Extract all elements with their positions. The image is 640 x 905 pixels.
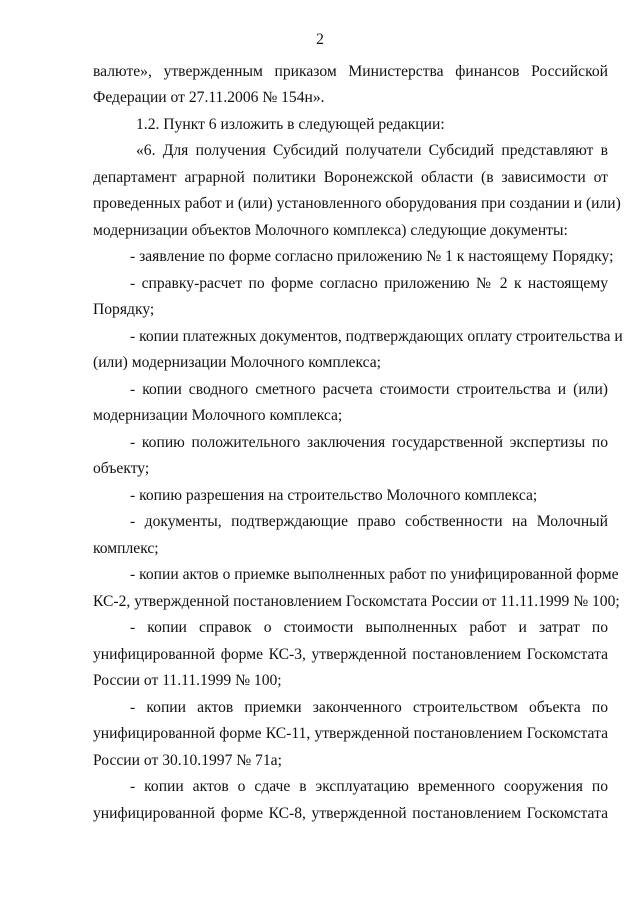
text-line: «6. Для получения Субсидий получатели Субсидий представляют в <box>136 142 608 159</box>
text-line: - копии актов о приемке выполненных работ по унифицированной форме <box>130 566 619 583</box>
text-line: объекту; <box>93 460 150 477</box>
text-line: России от 11.11.1999 № 100; <box>93 672 282 689</box>
text-line: проведенных работ и (или) установленного оборудования при создании и (или) <box>93 195 621 212</box>
text-line: - документы, подтверждающие право собственности на Молочный <box>130 513 608 530</box>
text-line: - копию положительного заключения государственной экспертизы по <box>130 434 608 451</box>
text-line: России от 30.10.1997 № 71а; <box>93 752 282 769</box>
text-line: Порядку; <box>93 301 155 318</box>
text-line: - копии сводного сметного расчета стоимости строительства и (или) <box>130 381 608 398</box>
text-line: КС-2, утвержденной постановлением Госкомстата России от 11.11.1999 № 100; <box>93 593 620 610</box>
text-line: - копии платежных документов, подтверждающих оплату строительства и <box>130 328 623 345</box>
text-line: модернизации Молочного комплекса; <box>93 407 343 424</box>
text-line: - копии справок о стоимости выполненных работ и затрат по <box>130 619 608 636</box>
text-line: - копии актов приемки законченного строительством объекта по <box>130 699 608 716</box>
text-line: (или) модернизации Молочного комплекса; <box>93 354 382 371</box>
text-line: - копию разрешения на строительство Молочного комплекса; <box>130 487 538 504</box>
text-line: - справку-расчет по форме согласно приложению № 2 к настоящему <box>130 275 608 292</box>
text-line: валюте», утвержденным приказом Министерства финансов Российской <box>93 63 608 80</box>
page-number: 2 <box>316 31 324 48</box>
text-line: комплекс; <box>93 540 159 557</box>
text-line: унифицированной форме КС-3, утвержденной постановлением Госкомстата <box>93 646 608 663</box>
text-line: модернизации объектов Молочного комплекса) следующие документы: <box>93 222 568 239</box>
text-line: Федерации от 27.11.2006 № 154н». <box>93 89 325 106</box>
text-line: департамент аграрной политики Воронежской области (в зависимости от <box>93 169 608 186</box>
text-line: - заявление по форме согласно приложению № 1 к настоящему Порядку; <box>130 248 614 265</box>
text-line: унифицированной форме КС-11, утвержденной постановлением Госкомстата <box>93 725 608 742</box>
text-line: 1.2. Пункт 6 изложить в следующей редакции: <box>136 116 445 133</box>
text-line: - копии актов о сдаче в эксплуатацию временного сооружения по <box>130 778 608 795</box>
text-line: унифицированной форме КС-8, утвержденной постановлением Госкомстата <box>93 805 608 822</box>
